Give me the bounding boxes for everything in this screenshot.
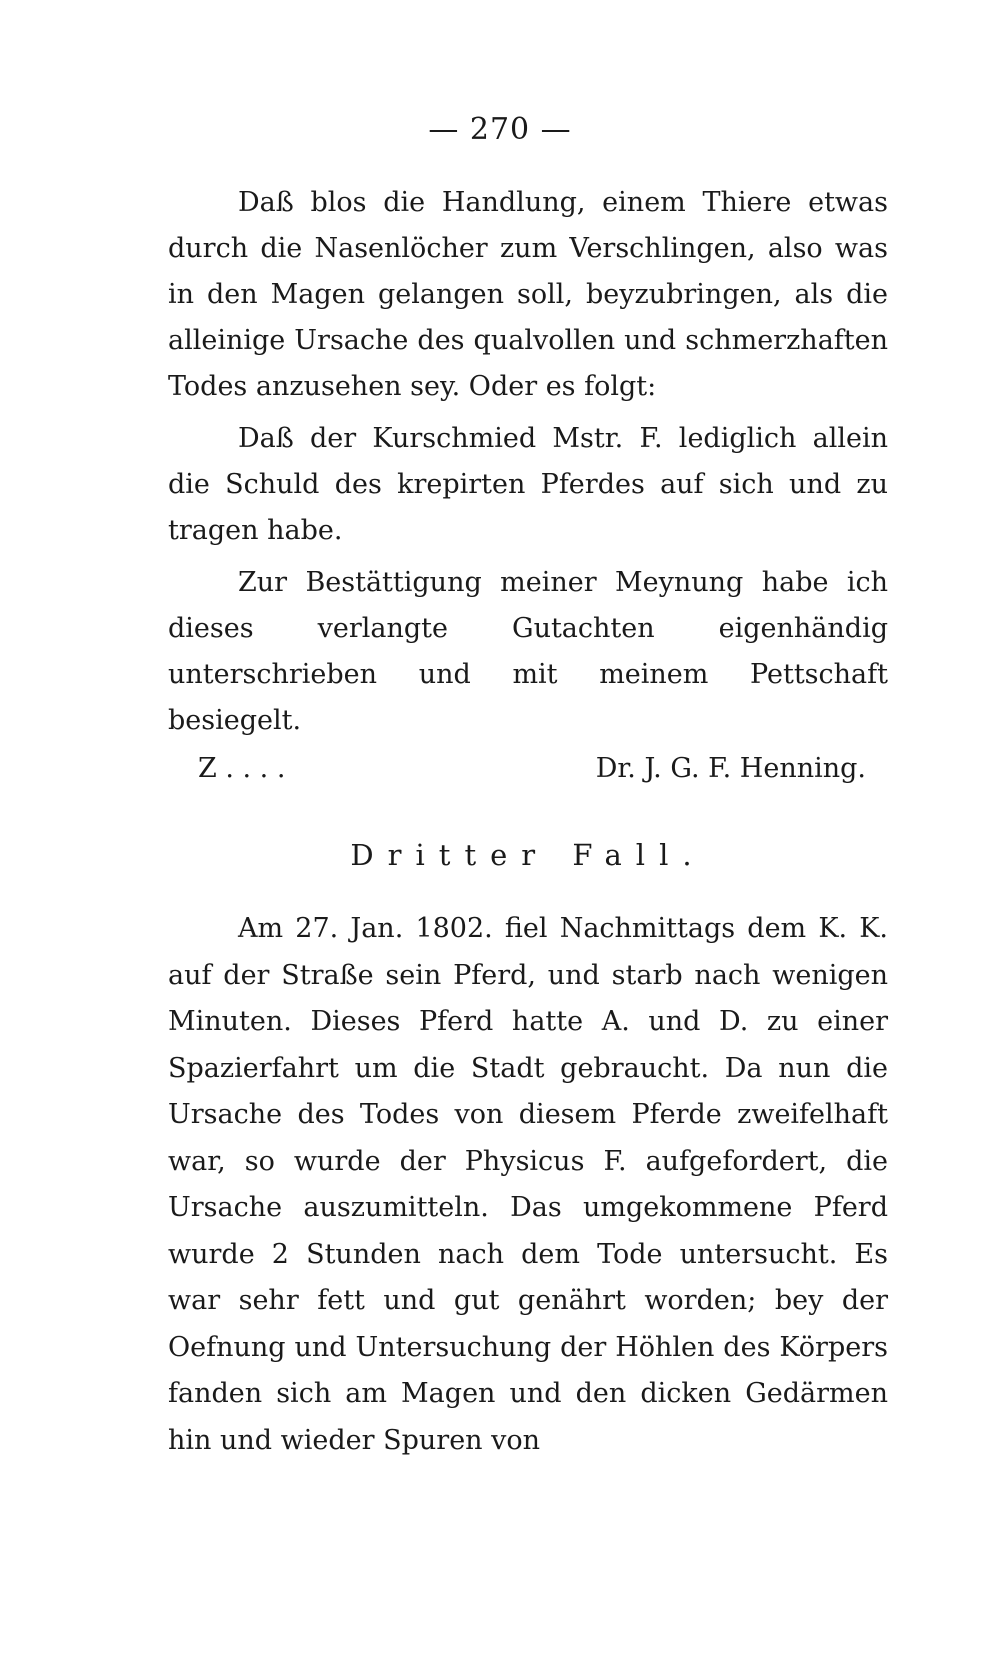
case-paragraph: Am 27. Jan. 1802. fiel Nachmittags dem K. K. auf der Straße sein Pferd, und starb nach wenigen Minuten. Dieses Pferd hatte A. und D. zu einer Spazierfahrt um die Stadt gebraucht. Da nun die Ursache des Todes von diesem Pferde zweifelhaft war, so wurde der Physicus F. aufgefordert, die Ursache auszumitteln. Das umgekommene Pferd wurde 2 Stunden nach dem Tode untersucht. Es war sehr fett und gut genährt worden; bey der Oefnung und Untersuchung der Höhlen des Körpers fanden sich am Magen und den dicken Gedärmen hin und wieder Spuren von: [168, 913, 888, 1456]
paragraph-confirmation: Zur Bestättigung meiner Meynung habe ich dieses verlangte Gutachten eigenhändig unterschrieben und mit meinem Pettschaft besiegelt.: [168, 567, 888, 736]
paragraph-conclusion-one: Daß blos die Handlung, einem Thiere etwas durch die Nasenlöcher zum Verschlingen, also was in den Magen gelangen soll, beyzubringen, als die alleinige Ursache des qualvollen und schmerzhaften Todes anzusehen sey. Oder es folgt:: [168, 187, 888, 402]
signature-name: Dr. J. G. F. Henning.: [595, 753, 866, 784]
page-number: — 270 —: [428, 112, 572, 147]
page-body: [168, 180, 888, 1464]
signature-line: [168, 746, 888, 792]
section-heading: Dritter Fall.: [350, 838, 706, 872]
paragraph-conclusion-two: Daß der Kurschmied Mstr. F. lediglich allein die Schuld des krepirten Pferdes auf sich und zu tragen habe.: [168, 423, 888, 546]
signature-place: Z . . . .: [198, 753, 286, 784]
